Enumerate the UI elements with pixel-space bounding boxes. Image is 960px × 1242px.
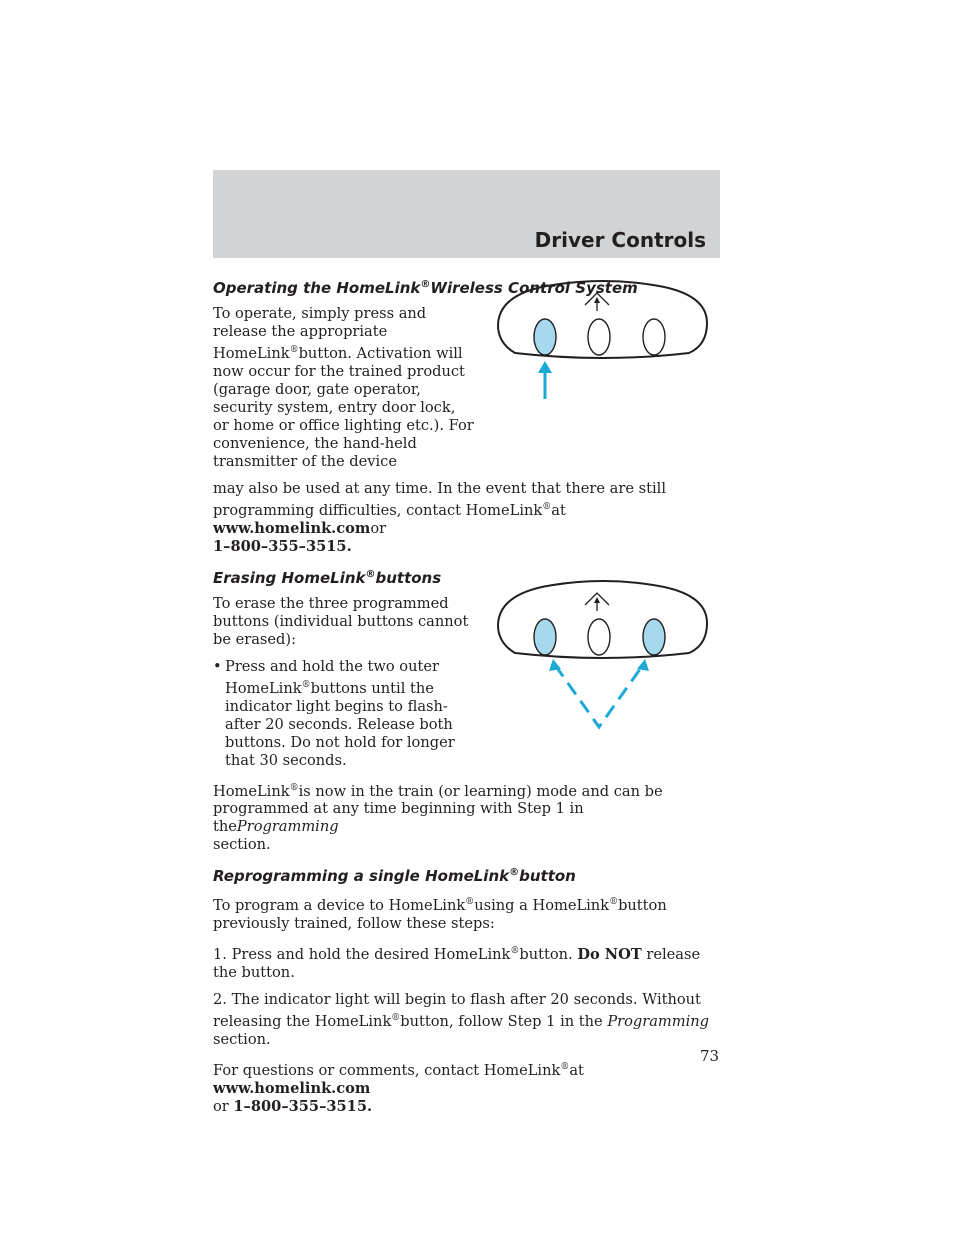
operating-paragraph-cont: may also be used at any time. In the event that there are still programming difficulties, contact HomeLink®at www.homelink.comor 1–800–355–3515.	[213, 479, 666, 555]
homelink-house-icon	[585, 293, 609, 311]
arrow-indicator	[538, 361, 552, 399]
page-number: 73	[700, 1047, 720, 1065]
erasing-block	[213, 595, 713, 770]
heading-erasing: Erasing HomeLink®buttons	[213, 568, 442, 587]
link-homelink-url: www.homelink.com	[213, 519, 371, 537]
operating-block	[213, 305, 713, 471]
erasing-intro: To erase the three programmed buttons (individual buttons cannot be erased):	[213, 594, 469, 648]
step-2: 2. The indicator light will begin to flash after 20 seconds. Without releasing the HomeLink®button, follow Step 1 in the Programming section.	[213, 991, 710, 1049]
heading-reprogramming: Reprogramming a single HomeLink®button	[213, 867, 576, 886]
dashed-arrows-indicator	[549, 659, 649, 727]
link-homelink-url-2: www.homelink.com	[213, 1079, 371, 1097]
homelink-diagram-one-button	[493, 275, 713, 405]
operating-paragraph: To operate, simply press and release the appropriate HomeLink®button. Activation will now occur for the trained product (garage door, gate operator, security system, entry door lock, or home or office lighting etc.). For convenience, the hand-held transmitter of the device	[213, 305, 474, 470]
step-1: 1. Press and hold the desired HomeLink®button. Do NOT release the button.	[213, 946, 701, 982]
homelink-diagram-two-buttons	[493, 575, 713, 745]
phone-number: 1–800–355–3515.	[213, 537, 352, 555]
header-band	[213, 170, 720, 258]
homelink-house-icon	[585, 593, 609, 611]
page-content	[213, 266, 713, 1125]
phone-number-2: 1–800–355–3515.	[233, 1097, 373, 1115]
reprogramming-intro: To program a device to HomeLink®using a HomeLink®button previously trained, follow these steps:	[213, 897, 667, 933]
erasing-bullet: • Press and hold the two outer HomeLink®buttons until the indicator light begins to flash-after 20 seconds. Release both buttons. Do not hold for longer that 30 seconds.	[213, 657, 455, 769]
heading-operating: Operating the HomeLink®Wireless Control System	[213, 279, 638, 297]
section-title: Driver Controls	[534, 228, 706, 252]
contact-paragraph: For questions or comments, contact HomeLink®at www.homelink.com or 1–800–355–3515.	[213, 1061, 584, 1115]
erasing-after: HomeLink®is now in the train (or learning) mode and can be programmed at any time beginning with Step 1 in theProgramming section.	[213, 782, 663, 854]
